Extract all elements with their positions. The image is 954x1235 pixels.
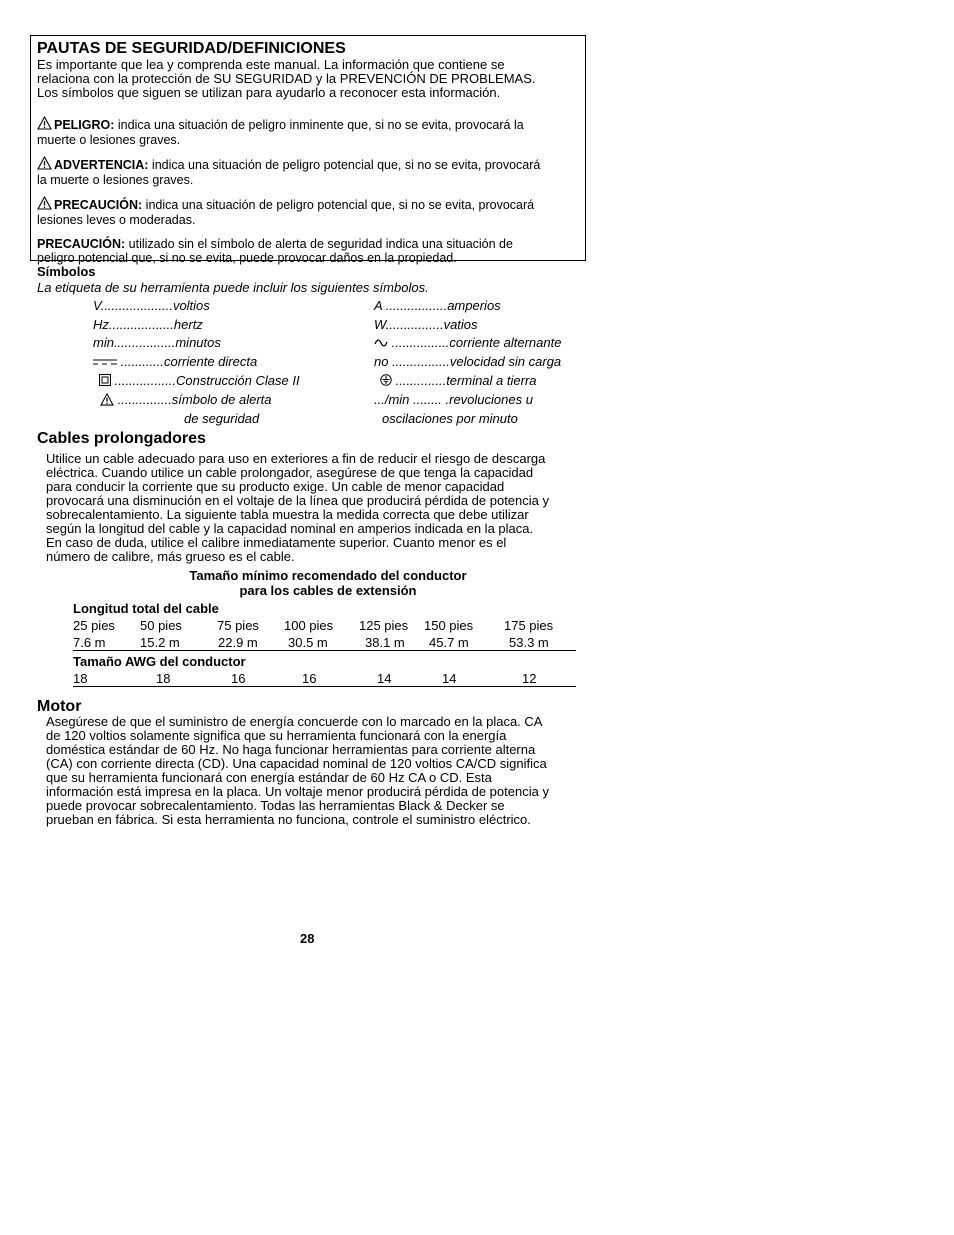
- safety-title: PAUTAS DE SEGURIDAD/DEFINICIONES: [37, 40, 346, 57]
- table-cell-feet: 125 pies: [359, 618, 409, 633]
- table-cell-awg: 14: [377, 671, 392, 686]
- symbol-amperes: A .................amperios: [374, 298, 501, 313]
- table-cell-meters: 15.2 m: [140, 635, 180, 650]
- table-cell-meters: 53.3 m: [509, 635, 549, 650]
- alternating-current-icon: [374, 336, 388, 351]
- motor-line: doméstica estándar de 60 Hz. No haga funcionar herramientas para corriente alterna: [46, 742, 536, 757]
- symbol-safety-alert: [100, 392, 272, 409]
- symbol-hertz: Hz..................hertz: [93, 317, 203, 332]
- cables-line: para conducir la corriente que su producto exige. Un cable de menor capacidad: [46, 479, 505, 494]
- motor-line: que su herramienta funcionará con energía estándar de 60 Hz CA o CD. Esta: [46, 770, 492, 785]
- symbol-class-ii: [99, 373, 300, 389]
- symbol-volts: V....................voltios: [93, 298, 210, 313]
- table-divider: [73, 650, 576, 651]
- motor-paragraph: [46, 715, 586, 827]
- motor-line: (CA) con corriente directa (CD). Una capacidad nominal de 120 voltios CA/CD significa: [46, 756, 547, 771]
- table-caption: [73, 568, 583, 598]
- caution-no-symbol: [37, 238, 579, 265]
- warning-text: utilizado sin el símbolo de alerta de seguridad indica una situación de: [125, 237, 513, 251]
- table-cell-awg: 14: [442, 671, 457, 686]
- cables-paragraph: [46, 452, 586, 564]
- cables-line: Utilice un cable adecuado para uso en exteriores a fin de reducir el riesgo de descarga: [46, 451, 546, 466]
- safety-definitions-box: [30, 35, 586, 265]
- warning-term: PELIGRO:: [54, 118, 115, 132]
- alert-triangle-icon: [37, 156, 52, 174]
- warning-advertencia: [37, 156, 579, 187]
- table-cell-meters: 30.5 m: [288, 635, 328, 650]
- table-divider: [73, 686, 576, 687]
- table-cell-awg: 16: [231, 671, 246, 686]
- table-cell-feet: 100 pies: [284, 618, 334, 633]
- length-label: Longitud total del cable: [73, 601, 219, 616]
- symbol-text: .................Construcción Clase II: [114, 373, 300, 388]
- cables-line: eléctrica. Cuando utilice un cable prolongador, asegúrese de que tenga la capacidad: [46, 465, 534, 480]
- table-cell-feet: 50 pies: [140, 618, 182, 633]
- symbol-rpm-cont: oscilaciones por minuto: [382, 411, 518, 426]
- direct-current-icon: [93, 355, 117, 370]
- safety-intro-line: relaciona con la protección de SU SEGURIDAD y la PREVENCIÓN DE PROBLEMAS.: [37, 71, 536, 86]
- table-cell-feet: 175 pies: [504, 618, 554, 633]
- symbols-intro: La etiqueta de su herramienta puede incluir los siguientes símbolos.: [37, 280, 429, 295]
- motor-line: prueban en fábrica. Si esta herramienta no funciona, controle el suministro eléctrico.: [46, 812, 531, 827]
- table-cell-meters: 45.7 m: [429, 635, 469, 650]
- alert-triangle-icon: [37, 196, 52, 214]
- table-cell-awg: 18: [73, 671, 88, 686]
- symbol-direct-current: [93, 354, 257, 370]
- table-cell-awg: 16: [302, 671, 317, 686]
- cables-heading: Cables prolongadores: [37, 430, 206, 447]
- motor-line: de 120 voltios solamente significa que su herramienta funcionará con la energía: [46, 728, 507, 743]
- warning-peligro: [37, 116, 579, 147]
- symbol-no-load-speed: no ................velocidad sin carga: [374, 354, 562, 369]
- earth-ground-icon: [380, 374, 392, 389]
- alert-triangle-icon: [37, 116, 52, 134]
- table-caption-line: para los cables de extensión: [239, 583, 417, 598]
- warning-text: muerte o lesiones graves.: [37, 132, 181, 147]
- cables-line: número de calibre, más grueso es el cable.: [46, 549, 295, 564]
- symbol-alternating-current: [374, 335, 561, 351]
- safety-intro-line: Los símbolos que siguen se utilizan para ayudarlo a reconocer esta información.: [37, 85, 501, 100]
- table-caption-line: Tamaño mínimo recomendado del conductor: [189, 568, 467, 583]
- table-cell-meters: 7.6 m: [73, 635, 106, 650]
- alert-triangle-icon: [100, 393, 114, 409]
- cables-line: provocará una disminución en el voltaje de la línea que producirá pérdida de potencia y: [46, 493, 549, 508]
- warning-text: peligro potencial que, si no se evita, puede provocar daños en la propiedad.: [37, 250, 457, 265]
- cables-line: según la longitud del cable y la capacidad nominal en amperios indicada en la placa.: [46, 521, 534, 536]
- symbol-text: ............corriente directa: [120, 354, 258, 369]
- symbol-text: ...............símbolo de alerta: [117, 392, 272, 407]
- table-cell-feet: 25 pies: [73, 618, 115, 633]
- table-cell-feet: 150 pies: [424, 618, 474, 633]
- table-cell-awg: 18: [156, 671, 171, 686]
- symbol-watts: W................vatios: [374, 317, 478, 332]
- warning-text: indica una situación de peligro potencial que, si no se evita, provocará: [148, 158, 541, 172]
- motor-heading: Motor: [37, 698, 82, 715]
- symbol-minutes: min.................minutos: [93, 335, 221, 350]
- symbols-title: Símbolos: [37, 264, 96, 279]
- class-ii-construction-icon: [99, 374, 111, 389]
- motor-line: puede provocar sobrecalentamiento. Todas las herramientas Black & Decker se: [46, 798, 505, 813]
- symbol-text: ................corriente alternante: [391, 335, 562, 350]
- symbol-safety-alert-cont: de seguridad: [184, 411, 260, 426]
- safety-intro: [37, 58, 579, 100]
- table-cell-awg: 12: [522, 671, 537, 686]
- symbol-rpm: .../min ........ .revoluciones u: [374, 392, 533, 407]
- symbol-earthing-terminal: [380, 373, 537, 389]
- table-cell-meters: 22.9 m: [218, 635, 258, 650]
- warning-text: la muerte o lesiones graves.: [37, 172, 194, 187]
- table-cell-meters: 38.1 m: [365, 635, 405, 650]
- safety-intro-line: Es importante que lea y comprenda este manual. La información que contiene se: [37, 57, 505, 72]
- warning-precaucion: [37, 196, 579, 227]
- symbol-text: ..............terminal a tierra: [395, 373, 537, 388]
- warning-term: PRECAUCIÓN:: [37, 237, 126, 251]
- warning-text: indica una situación de peligro inminente que, si no se evita, provocará la: [114, 118, 524, 132]
- warning-term: ADVERTENCIA:: [54, 158, 149, 172]
- awg-label: Tamaño AWG del conductor: [73, 654, 246, 669]
- cables-line: sobrecalentamiento. La siguiente tabla muestra la medida correcta que debe utilizar: [46, 507, 529, 522]
- warning-term: PRECAUCIÓN:: [54, 198, 143, 212]
- warning-text: indica una situación de peligro potencial que, si no se evita, provocará: [142, 198, 535, 212]
- motor-line: información está impresa en la placa. Un voltaje menor producirá pérdida de potencia y: [46, 784, 549, 799]
- warning-text: lesiones leves o moderadas.: [37, 212, 196, 227]
- table-cell-feet: 75 pies: [217, 618, 259, 633]
- motor-line: Asegúrese de que el suministro de energía concuerde con lo marcado en la placa. CA: [46, 714, 543, 729]
- cables-line: En caso de duda, utilice el calibre inmediatamente superior. Cuanto menor es el: [46, 535, 507, 550]
- page-number: 28: [300, 931, 315, 946]
